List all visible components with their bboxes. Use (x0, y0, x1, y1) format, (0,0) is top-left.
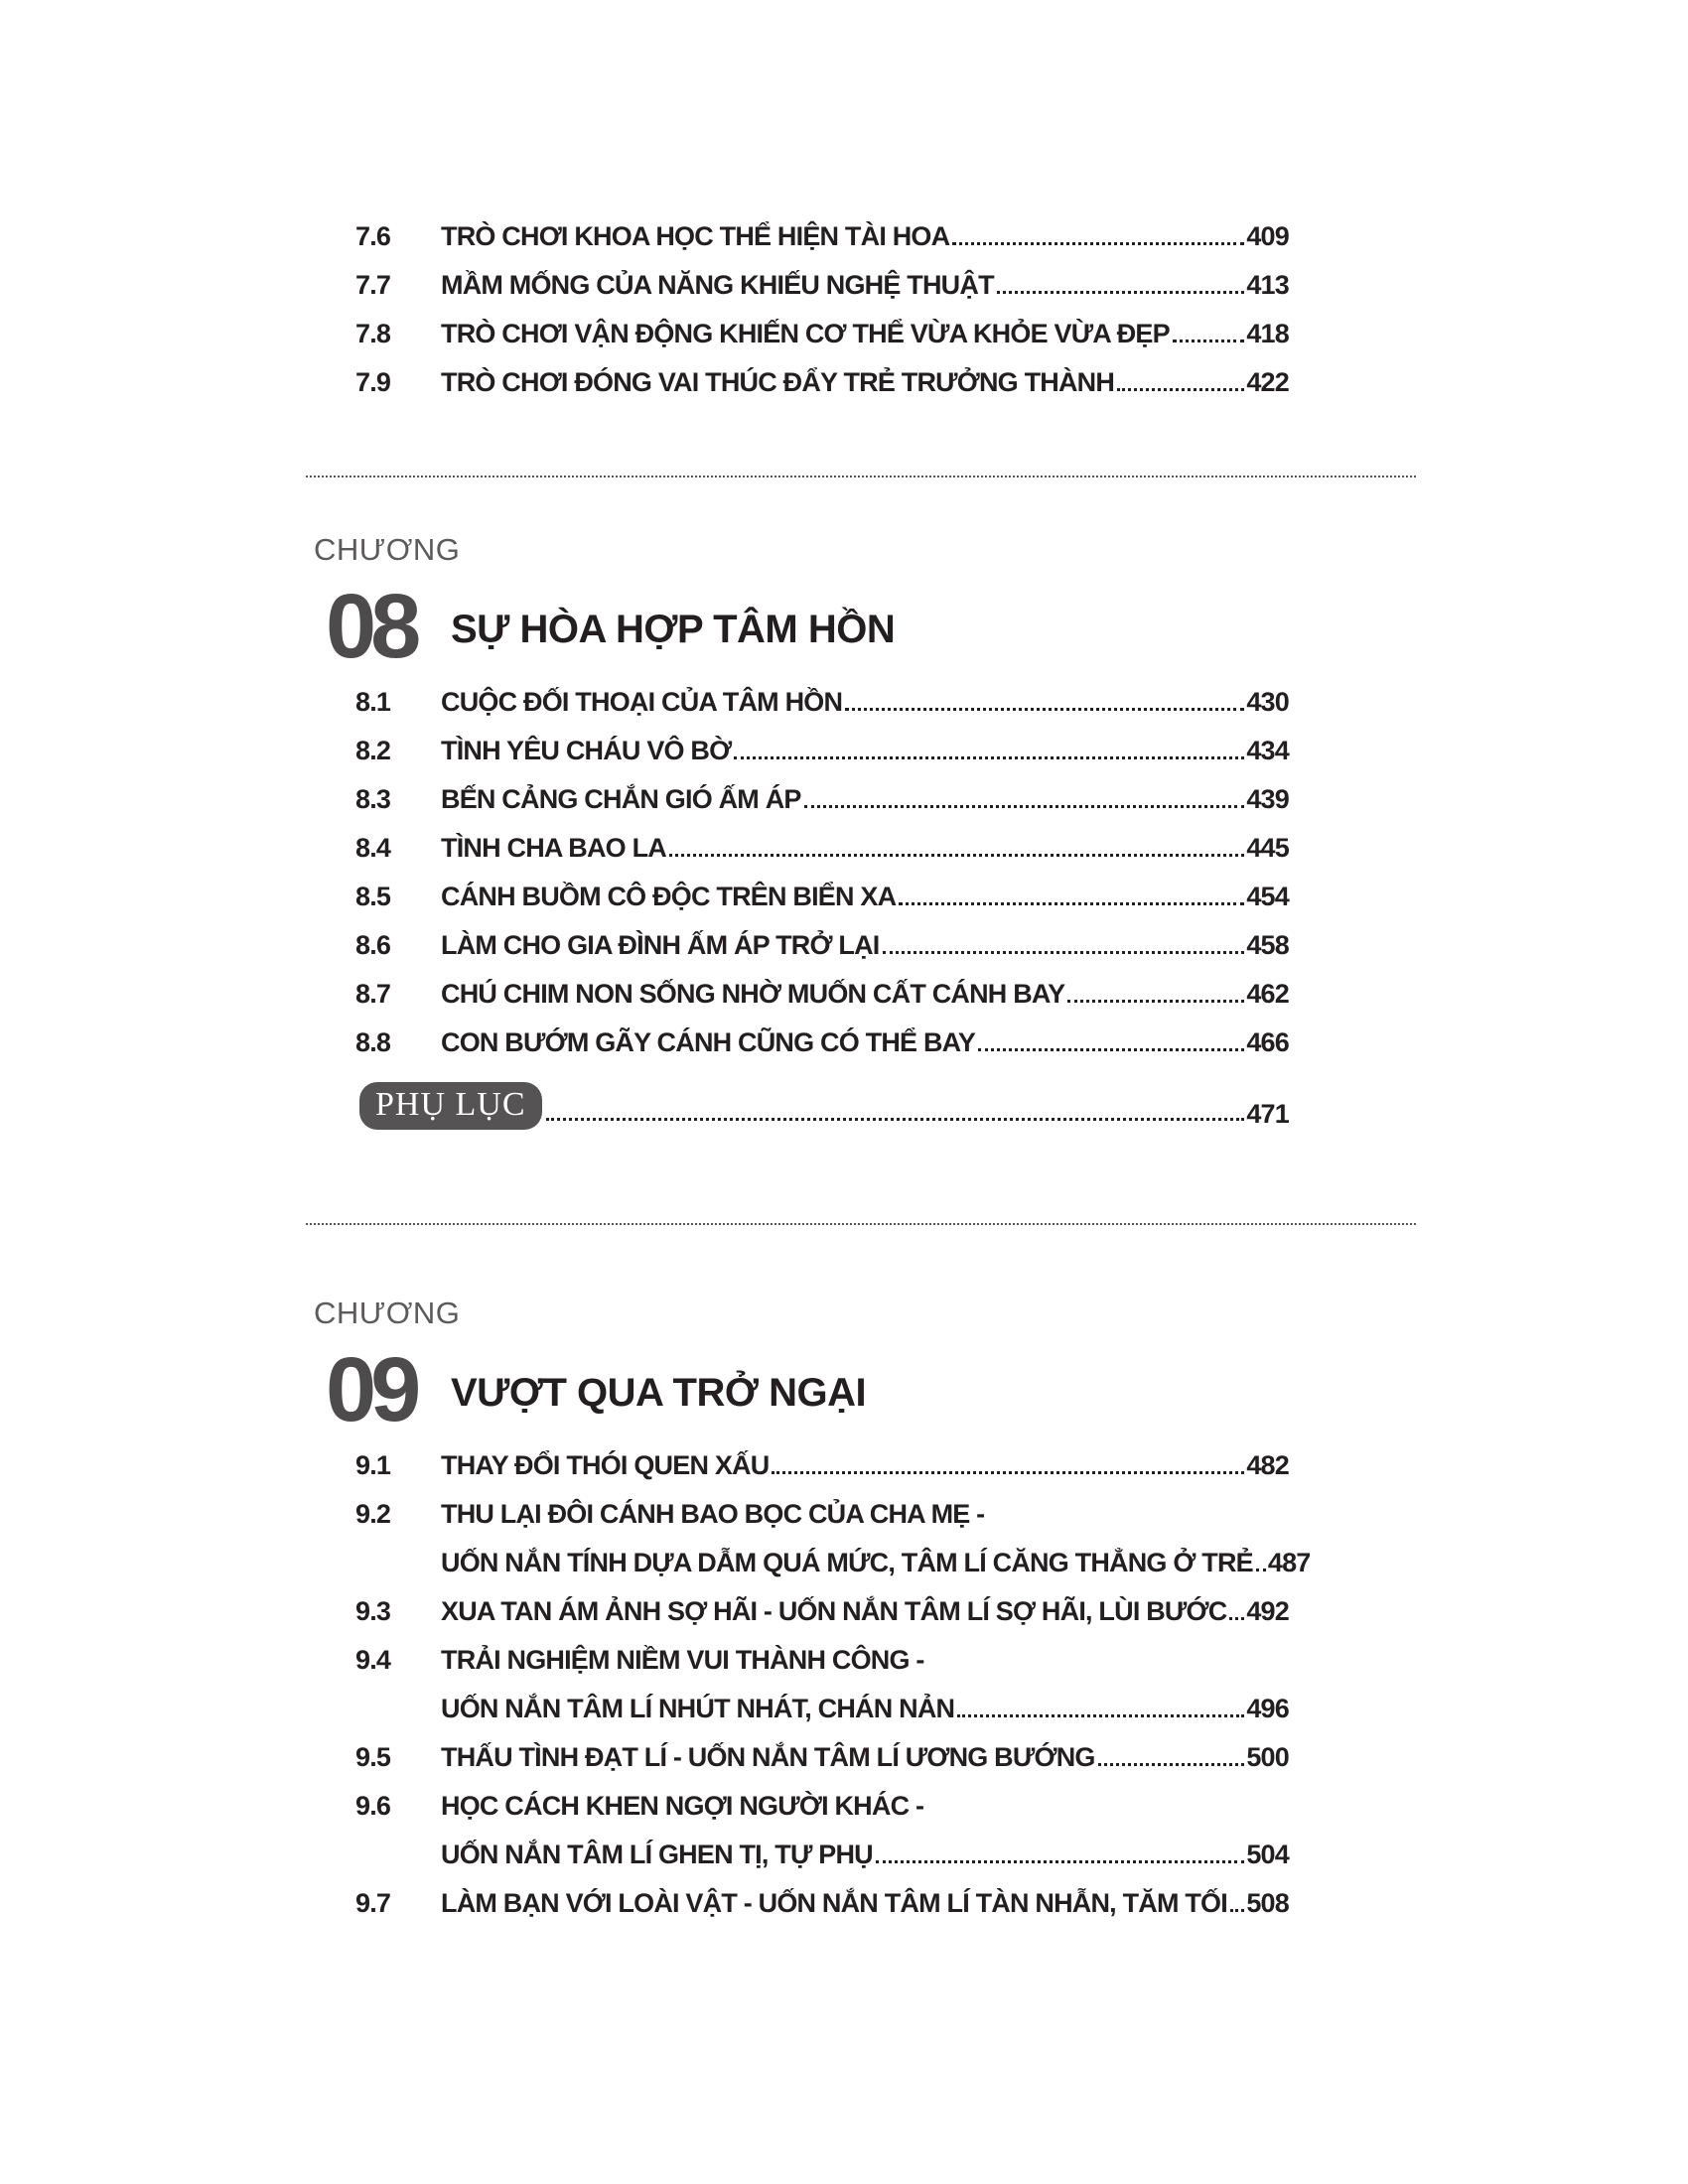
dot-leader (804, 805, 1245, 808)
toc-entry-appendix[interactable] (359, 1078, 1289, 1130)
dot-leader (1256, 1569, 1266, 1571)
toc-entry-page: 439 (1246, 784, 1289, 814)
chapter-number: 08 (326, 576, 416, 677)
toc-entry-title: THU LẠI ĐÔI CÁNH BAO BỌC CỦA CHA MẸ - (441, 1499, 985, 1529)
toc-entry-number: 9.1 (355, 1450, 391, 1480)
toc-entry-title: UỐN NẮN TÂM LÍ NHÚT NHÁT, CHÁN NẢN (441, 1694, 955, 1723)
toc-entry-page: 496 (1246, 1694, 1289, 1723)
toc-entry-number: 9.5 (355, 1742, 391, 1772)
toc-entry-number: 8.7 (355, 979, 391, 1009)
toc-entry-title: CÁNH BUỒM CÔ ĐỘC TRÊN BIỂN XA (441, 882, 897, 911)
toc-entry-8-7[interactable] (355, 961, 1289, 1010)
toc-entry-page: 422 (1246, 367, 1289, 397)
toc-entry-number: 9.4 (355, 1645, 391, 1675)
toc-entry-title: THẤU TÌNH ĐẠT LÍ - UỐN NẮN TÂM LÍ ƯƠNG BƯỚNG (441, 1742, 1095, 1772)
toc-entry-title: TÌNH CHA BAO LA (441, 833, 666, 863)
toc-entry-page: 409 (1246, 221, 1289, 251)
toc-entry-title: TRÒ CHƠI ĐÓNG VAI THÚC ĐẨY TRẺ TRƯỞNG THÀNH (441, 367, 1115, 397)
toc-entry-9-1[interactable] (355, 1433, 1289, 1481)
dot-leader (1229, 1617, 1244, 1620)
toc-entry-9-2[interactable] (355, 1481, 1289, 1530)
dot-leader (772, 1471, 1244, 1474)
toc-entry-number: 8.5 (355, 882, 391, 911)
toc-entry-7-7[interactable] (355, 252, 1289, 301)
toc-chapter-8 (355, 669, 1289, 1058)
toc-entry-7-8[interactable] (355, 301, 1289, 349)
dot-leader (978, 1048, 1244, 1051)
toc-entry-page: 434 (1246, 736, 1289, 765)
chapter-number: 09 (326, 1339, 416, 1440)
toc-entry-8-2[interactable] (355, 718, 1289, 766)
toc-entry-title: LÀM CHO GIA ĐÌNH ẤM ÁP TRỞ LẠI (441, 930, 880, 960)
toc-entry-page: 430 (1246, 687, 1289, 717)
chapter-label: CHƯƠNG (314, 1296, 461, 1330)
toc-entry-number: 8.8 (355, 1027, 391, 1057)
toc-entry-title: UỐN NẮN TÍNH DỰA DẪM QUÁ MỨC, TÂM LÍ CĂNG THẲNG Ở TRẺ (441, 1548, 1253, 1577)
toc-entry-page: 418 (1246, 319, 1289, 348)
toc-entry-9-5[interactable] (355, 1724, 1289, 1773)
chapter-title: SỰ HÒA HỢP TÂM HỒN (451, 608, 896, 651)
toc-section-7 (355, 204, 1289, 398)
toc-entry-page: 454 (1246, 882, 1289, 911)
toc-entry-page: 466 (1246, 1027, 1289, 1057)
toc-entry-7-9[interactable] (355, 349, 1289, 398)
toc-chapter-9 (355, 1433, 1311, 1919)
dot-leader (845, 708, 1244, 711)
toc-entry-number: 9.2 (355, 1499, 391, 1529)
toc-entry-8-4[interactable] (355, 815, 1289, 864)
toc-entry-number: 7.7 (355, 270, 391, 300)
toc-entry-page: 413 (1246, 270, 1289, 300)
dot-leader (734, 756, 1244, 759)
toc-entry-page: 471 (1246, 1099, 1289, 1129)
toc-entry-9-6-cont[interactable] (355, 1822, 1289, 1870)
toc-entry-8-3[interactable] (355, 766, 1289, 815)
dot-leader (957, 1714, 1244, 1717)
toc-entry-title: UỐN NẮN TÂM LÍ GHEN TỊ, TỰ PHỤ (441, 1840, 873, 1869)
toc-entry-number: 7.8 (355, 319, 391, 348)
toc-entry-number: 8.1 (355, 687, 391, 717)
toc-entry-9-4[interactable] (355, 1627, 1289, 1676)
appendix-badge: PHỤ LỤC (359, 1082, 542, 1130)
toc-entry-title: XUA TAN ÁM ẢNH SỢ HÃI - UỐN NẮN TÂM LÍ SỢ HÃI, LÙI BƯỚC (441, 1596, 1227, 1626)
toc-entry-number: 9.6 (355, 1791, 391, 1821)
toc-entry-number: 8.6 (355, 930, 391, 960)
dot-leader (1117, 388, 1244, 391)
toc-entry-8-5[interactable] (355, 864, 1289, 912)
dot-leader (1230, 1909, 1244, 1912)
toc-entry-title: HỌC CÁCH KHEN NGỢI NGƯỜI KHÁC - (441, 1791, 924, 1821)
toc-entry-9-4-cont[interactable] (355, 1676, 1289, 1724)
dot-leader (899, 902, 1244, 905)
toc-entry-page: 462 (1246, 979, 1289, 1009)
toc-entry-8-8[interactable] (355, 1010, 1289, 1058)
toc-entry-number: 8.3 (355, 784, 391, 814)
toc-entry-page: 482 (1246, 1450, 1289, 1480)
toc-entry-number: 9.7 (355, 1888, 391, 1918)
toc-entry-number: 9.3 (355, 1596, 391, 1626)
toc-entry-9-7[interactable] (355, 1870, 1289, 1919)
dot-leader (669, 854, 1244, 857)
toc-entry-title: THAY ĐỔI THÓI QUEN XẤU (441, 1450, 770, 1480)
toc-entry-title: MẦM MỐNG CỦA NĂNG KHIẾU NGHỆ THUẬT (441, 270, 994, 300)
section-divider (306, 1223, 1416, 1225)
toc-entry-title: BẾN CẢNG CHẮN GIÓ ẤM ÁP (441, 784, 801, 814)
toc-entry-9-2-cont[interactable] (355, 1530, 1311, 1578)
toc-entry-title: TÌNH YÊU CHÁU VÔ BỜ (441, 736, 732, 765)
toc-entry-8-1[interactable] (355, 669, 1289, 718)
toc-entry-7-6[interactable] (355, 204, 1289, 252)
toc-entry-page: 487 (1267, 1548, 1311, 1577)
toc-entry-title: CON BƯỚM GÃY CÁNH CŨNG CÓ THỂ BAY (441, 1027, 976, 1057)
toc-entry-page: 504 (1246, 1840, 1289, 1869)
dot-leader (883, 951, 1245, 954)
toc-entry-number: 8.4 (355, 833, 391, 863)
toc-entry-title: CUỘC ĐỐI THOẠI CỦA TÂM HỒN (441, 687, 843, 717)
toc-entry-page: 445 (1246, 833, 1289, 863)
toc-entry-number: 7.9 (355, 367, 391, 397)
toc-entry-title: CHÚ CHIM NON SỐNG NHỜ MUỐN CẤT CÁNH BAY (441, 979, 1065, 1009)
toc-entry-title: TRÒ CHƠI KHOA HỌC THỂ HIỆN TÀI HOA (441, 221, 950, 251)
toc-entry-number: 8.2 (355, 736, 391, 765)
toc-entry-title: TRÒ CHƠI VẬN ĐỘNG KHIẾN CƠ THỂ VỪA KHỎE VỪA ĐẸP (441, 319, 1170, 348)
toc-entry-page: 500 (1246, 1742, 1289, 1772)
toc-entry-8-6[interactable] (355, 912, 1289, 961)
toc-entry-9-6[interactable] (355, 1773, 1289, 1822)
section-divider (306, 476, 1416, 478)
toc-entry-number: 7.6 (355, 221, 391, 251)
toc-entry-9-3[interactable] (355, 1578, 1289, 1627)
chapter-label: CHƯƠNG (314, 532, 461, 567)
dot-leader (1067, 1000, 1244, 1003)
chapter-title: VƯỢT QUA TRỞ NGẠI (451, 1371, 867, 1415)
dot-leader (1098, 1763, 1245, 1766)
dot-leader (952, 242, 1244, 245)
dot-leader (876, 1860, 1244, 1863)
toc-entry-page: 458 (1246, 930, 1289, 960)
dot-leader (546, 1118, 1245, 1121)
toc-entry-title: LÀM BẠN VỚI LOÀI VẬT - UỐN NẮN TÂM LÍ TÀN NHẪN, TĂM TỐI (441, 1888, 1227, 1918)
toc-entry-page: 508 (1246, 1888, 1289, 1918)
dot-leader (1173, 340, 1245, 342)
dot-leader (997, 291, 1245, 294)
toc-entry-title: TRẢI NGHIỆM NIỀM VUI THÀNH CÔNG - (441, 1645, 924, 1675)
toc-entry-page: 492 (1246, 1596, 1289, 1626)
